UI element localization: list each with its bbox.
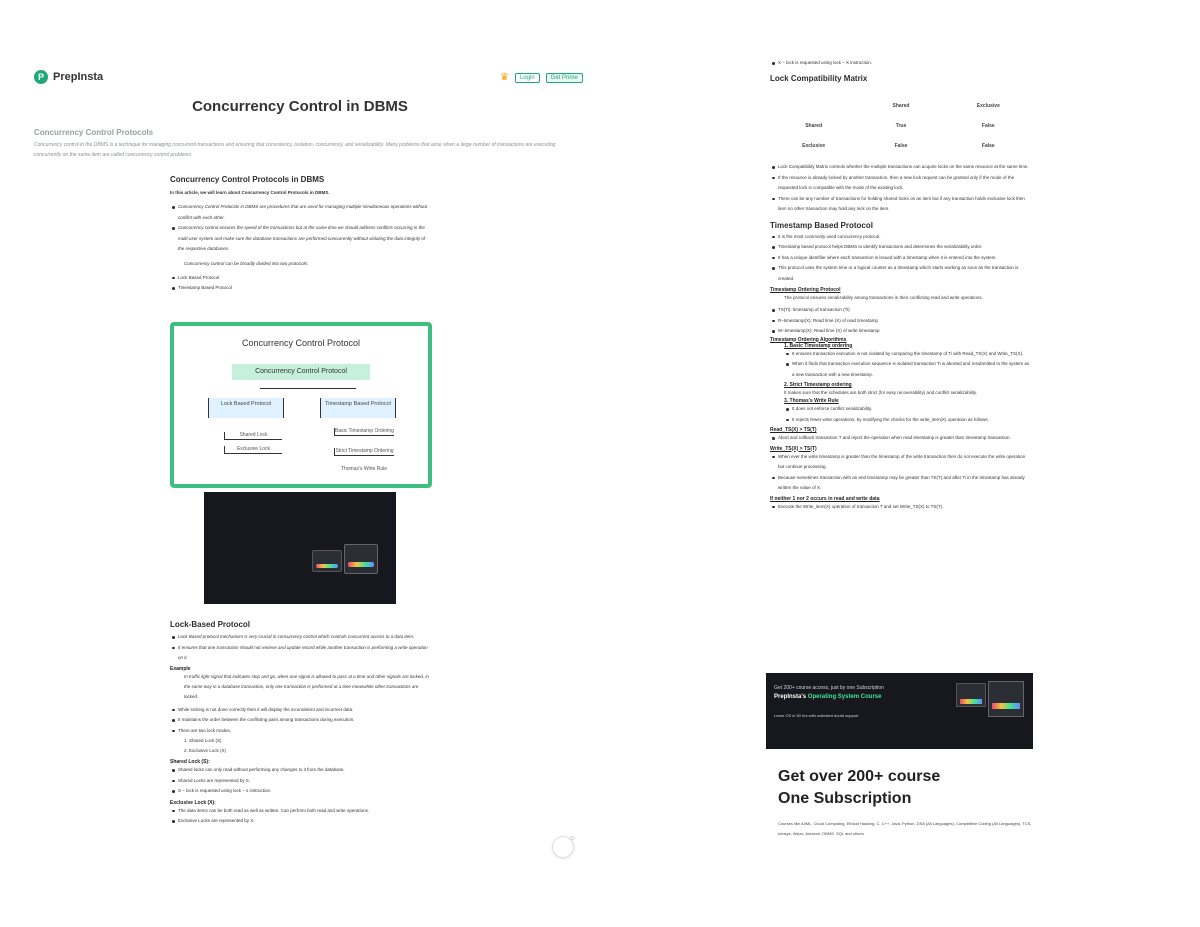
- logo-mark-icon: P: [34, 70, 48, 84]
- list-item: Timestamp based protocol helps DBMS to identify transactions and determines the serializability order.: [770, 242, 1032, 253]
- list-item: It rejects fewer write operations, by modifying the checks for the write_item(X) operation as follows.: [784, 415, 1032, 426]
- exclusive-bullets: [170, 806, 432, 827]
- right-top: [770, 58, 1032, 83]
- table-cell: Exclusive: [976, 103, 1000, 109]
- list-item: While locking is not done correctly then it will display the inconsistent and incorrect data.: [170, 705, 432, 716]
- table-cell: True: [895, 123, 907, 129]
- list-item: It ensures that one transaction should not retrieve and update record while another transaction is performing a write operation on it.: [170, 643, 432, 664]
- list-item: Because sometimes transaction with an end timestamp may be greater than TS(T) and after Ti in the timestamp has already written the value of X.: [770, 473, 1032, 494]
- device-mockup: [988, 681, 1024, 717]
- protocol-types: [170, 273, 432, 294]
- list-item: TS(Ti): timestamp of transaction (Ti): [770, 305, 1032, 316]
- brand-logo[interactable]: [34, 70, 103, 84]
- course-video-thumbnail[interactable]: [204, 492, 396, 604]
- strict-text: It makes sure that the schedules are both strict (for easy recoverability) and conflict serializability.: [784, 390, 977, 395]
- list-item: It does not enforce conflict serializability.: [784, 404, 1032, 415]
- neither-heading: If neither 1 nor 2 occurs in read and write data: [770, 495, 880, 502]
- brand-name: PrepInsta: [53, 71, 104, 83]
- list-item: There are two lock modes,: [170, 726, 432, 737]
- write-heading: Write_TS(X) > TS(T): [770, 445, 817, 452]
- thomas-heading: 3. Thomas's Write Rule: [784, 398, 839, 404]
- table-cell: Shared: [892, 103, 910, 109]
- table-cell: Shared: [805, 123, 823, 129]
- list-item: S – lock is requested using lock – s instruction.: [170, 786, 432, 797]
- lock-compatibility-table: [770, 96, 1032, 156]
- lock-mode: 1. Shared Lock (S): [184, 738, 222, 743]
- list-item: W–timestamp(X): Read time (X) of write timestamp: [770, 326, 1032, 337]
- get-prime-button[interactable]: Get Prime: [546, 73, 583, 83]
- list-item: Abort and rollback transaction T and reject the operation when read timestamp is greater than timestamp transaction.: [770, 433, 1032, 444]
- device-screen: [316, 564, 338, 568]
- device-mockup: [312, 550, 342, 572]
- diagram-leaf: Thomas's Write Rule: [340, 466, 388, 472]
- basic-bullets: [770, 349, 1032, 381]
- basic-heading: 1. Basic Timestamp ordering: [784, 342, 853, 349]
- list-item: This protocol uses the system time or a logical counter as a timestamp which starts working as soon as the transaction is created.: [770, 263, 1032, 284]
- section-heading: Concurrency Control Protocols in DBMS: [170, 175, 325, 184]
- algo-heading: Timestamp Ordering Algorithms: [770, 336, 847, 343]
- list-item: It has a unique identifier where each transaction is issued with a timestamp when it is entered into the system.: [770, 253, 1032, 264]
- section-lead: In this article, we will learn about Concurrency Control Protocols in DBMS.: [170, 190, 330, 195]
- shared-bullets: [170, 765, 432, 797]
- lock-bullets: [170, 632, 432, 664]
- table-cell: False: [981, 123, 995, 129]
- diagram-leaf: Shared Lock: [224, 432, 282, 440]
- list-item: Lock Based Protocol: [170, 273, 432, 284]
- write-bullets: [770, 452, 1032, 494]
- arrow-up-icon: ⊙: [569, 836, 575, 842]
- header-actions: [500, 72, 583, 83]
- login-button[interactable]: Login: [515, 73, 540, 83]
- scroll-to-top-button[interactable]: [552, 836, 574, 858]
- list-item: Timestamp Based Protocol: [170, 283, 432, 294]
- list-item: When ever the write timestamp is greater than the timestamp of the write transaction then do not execute the write operation but continue processing.: [770, 452, 1032, 473]
- thomas-bullets: [770, 404, 1032, 425]
- list-item: Lock Based protocol mechanism is very crucial in concurrency control which controls concurrent access to a data item.: [170, 632, 432, 643]
- list-item: Execute the Write_item(X) operation of transaction T and set Write_TS(X) to TS(T).: [770, 502, 1032, 513]
- shared-heading: Shared Lock (S):: [170, 759, 210, 765]
- intro-heading: Concurrency Control Protocols: [34, 128, 154, 137]
- page-title: Concurrency Control in DBMS: [192, 98, 408, 115]
- matrix-heading: Lock Compatibility Matrix: [770, 73, 868, 83]
- list-item: X – lock is requested using lock – X instruction.: [770, 58, 1032, 69]
- xlock-bullet: [770, 58, 1032, 69]
- diagram-connector: [260, 388, 356, 389]
- matrix-bullets: [770, 162, 1032, 215]
- section-heading: Timestamp Based Protocol: [770, 220, 873, 230]
- list-item: The data items can be both read as well as written. Can perform both read and write operations.: [170, 806, 432, 817]
- promo-line-2: PrepInsta's Operating System Course: [774, 694, 882, 700]
- list-item: When it finds that transaction execution sequence is violated transaction Ti is aborted and resubmitted to the system as a new transaction with a new timestamp.: [784, 359, 1032, 380]
- exclusive-heading: Exclusive Lock (X):: [170, 799, 216, 806]
- timestamp-bullets: [770, 232, 1032, 285]
- protocol-bullets: [170, 202, 432, 255]
- crown-icon[interactable]: ♛: [500, 72, 509, 83]
- protocol-note: Concurrency control can be broadly divided into two protocols:: [184, 260, 309, 266]
- list-item: Shared Locks are represented by S.: [170, 776, 432, 787]
- intro-text: Concurrency control in the DBMS is a technique for managing concurrent transactions and ensuring that consistency, isolation, concurrency, and serializability. Many problems that arise when a large number of transactions are executing concurrently on the same item are called concurrency control problems.: [34, 142, 556, 158]
- diagram-leaf: Exclusive Lock: [224, 446, 282, 454]
- list-item: Exclusive Locks are represented by X.: [170, 816, 432, 827]
- diagram-leaf: Strict Timestamp Ordering: [335, 448, 394, 454]
- diagram-lock-node: Lock Based Protocol: [208, 398, 284, 418]
- example-heading: Example: [170, 665, 191, 672]
- list-item: Shared locks can only read without performing any changes to it from the database.: [170, 765, 432, 776]
- ts-bullets: [770, 305, 1032, 337]
- promo-line-3: Learn OS in 50 hrs with unlimited doubt support: [774, 713, 859, 718]
- section-timestamp: [770, 162, 1032, 512]
- read-heading: Read_TS(X) > TS(T): [770, 427, 817, 433]
- read-bullets: [770, 433, 1032, 444]
- table-cell: False: [981, 143, 995, 149]
- diagram-root: Concurrency Control Protocol: [232, 364, 370, 380]
- list-item: It maintains the order between the conflicting pairs among transactions during execution.: [170, 715, 432, 726]
- table-cell: Exclusive: [802, 143, 826, 149]
- table-row: [770, 136, 1032, 156]
- device-screen: [992, 703, 1020, 709]
- table-cell: False: [894, 143, 908, 149]
- list-item: Concurrency control ensures the speed of the transactions but at the same time we should address conflicts occurring in the multi-user system and make sure the database transactions are performed concurrently without violating the data integrity of the respective databases.: [170, 223, 432, 255]
- ordering-text: The protocol ensures serializability among transactions in their conflicting read and write operations.: [784, 295, 983, 300]
- lock-bullets-2: [170, 705, 432, 737]
- list-item: It is the most commonly used concurrency protocol.: [770, 232, 1032, 243]
- ordering-heading: Timestamp Ordering Protocol: [770, 287, 841, 293]
- device-mockup: [344, 544, 378, 574]
- list-item: Concurrency Control Protocols in DBMS are procedures that are used for managing multiple simultaneous operations without conflict with each other.: [170, 202, 432, 223]
- section-lock: [170, 620, 432, 827]
- lock-mode: 2. Exclusive Lock (X): [184, 748, 227, 753]
- list-item: There can be any number of transactions for holding shared locks on an item but if any transaction holds exclusive lock then item no other transaction may hold any lock on the item.: [770, 194, 1032, 215]
- promo-banner[interactable]: [766, 673, 1033, 749]
- cta-text: Courses like AI/ML, Cloud Computing, Ethical Hacking, C, C++, Java, Python, DSA (All Languages), Competitive Coding (All Languages), TCS, Infosys, Wipro, Amazon, DBMS, SQL and others: [778, 821, 1032, 836]
- diagram-leaf: Basic Timestamp Ordering: [335, 428, 394, 434]
- diagram-timestamp-node: Timestamp Based Protocol: [320, 398, 396, 418]
- protocol-diagram: [170, 322, 432, 488]
- strict-heading: 2. Strict Timestamp ordering: [784, 382, 852, 388]
- device-screen: [960, 699, 982, 704]
- device-screen: [348, 562, 374, 567]
- table-row: [770, 116, 1032, 136]
- table-header-row: [770, 96, 1032, 116]
- example-text: In traffic light signal that indicates stop and go, when one signal is allowed to pass at a time and other signals are locked, in the same way in a database transaction, only one transaction is performed at a time meanwhile other transactions are locked.: [184, 673, 429, 699]
- section-protocols: [170, 175, 432, 294]
- list-item: It ensures transaction execution is not violated by comparing the timestamp of Ti with Read_TS(X) and Write_TS(X).: [784, 349, 1032, 360]
- promo-line-1: Get 200+ course access, just by one Subscription: [774, 685, 884, 691]
- section-heading: Lock-Based Protocol: [170, 620, 251, 629]
- list-item: If the resource is already locked by another transaction, then a new lock request can be granted only if the mode of the requested lock is compatible with the mode of the existing lock.: [770, 173, 1032, 194]
- neither-bullets: [770, 502, 1032, 513]
- list-item: Lock Compatibility Matrix controls whether the multiple transactions can acquire locks on the same resource at the same time.: [770, 162, 1032, 173]
- list-item: R–timestamp(X): Read time (X) of read timestamp: [770, 316, 1032, 327]
- cta-heading: Get over 200+ course One Subscription: [778, 768, 941, 807]
- diagram-title: Concurrency Control Protocol: [241, 338, 361, 348]
